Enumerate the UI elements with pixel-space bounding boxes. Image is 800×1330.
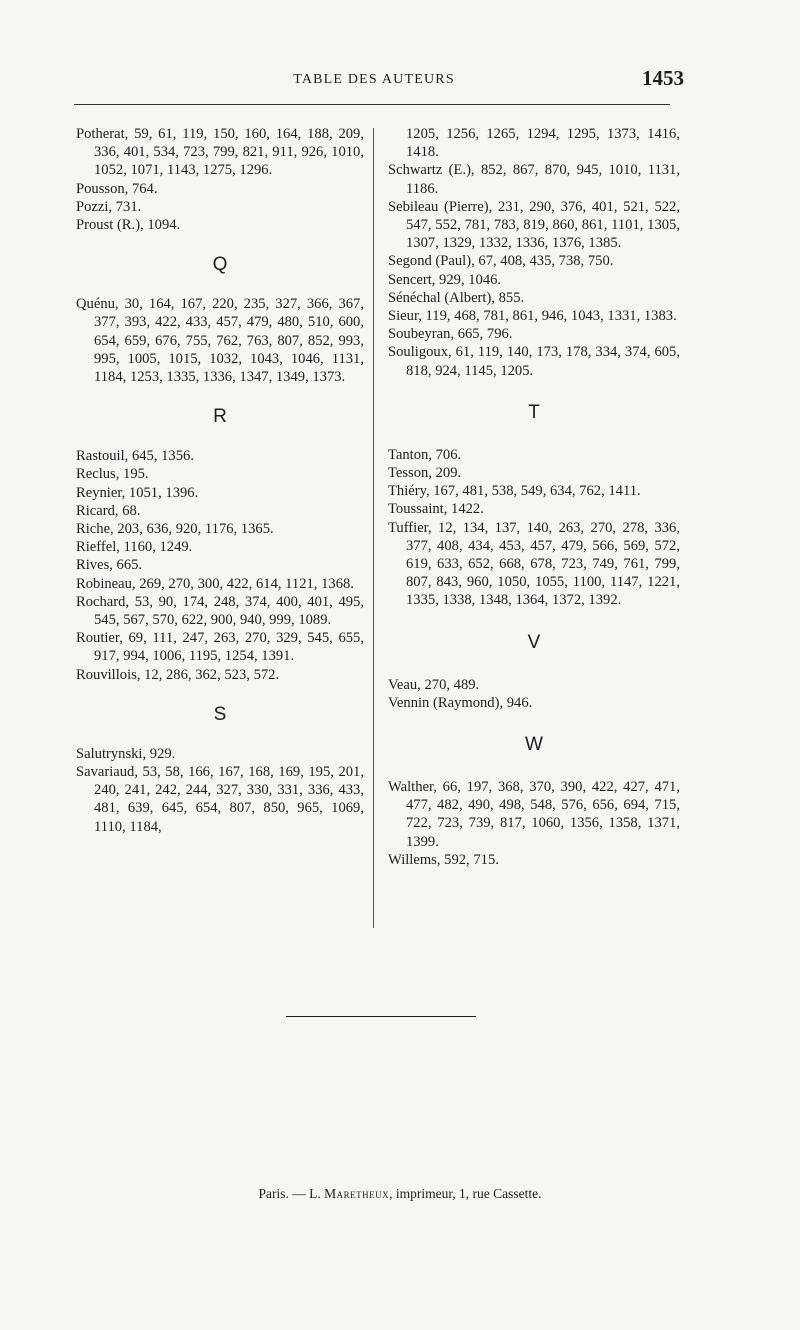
index-entry: Tanton, 706. [388, 446, 462, 463]
index-entry: Savariaud, 53, 58, 166, 167, 168, 169, 195, 201, 240, 241, 242, 244, 327, 330, 331, 336, 433, 481, 639, 645, 654, 807, 850, 965, 1069, 1110, 1184, [76, 764, 364, 835]
index-entry: Souligoux, 61, 119, 140, 173, 178, 334, 374, 605, 818, 924, 1145, 1205. [388, 344, 680, 379]
index-entry: Proust (R.), 1094. [76, 217, 181, 234]
page-number: 1453 [642, 66, 684, 90]
index-entry: Walther, 66, 197, 368, 370, 390, 422, 427, 471, 477, 482, 490, 498, 548, 576, 656, 694, 715, 722, 723, 739, 817, 1060, 1356, 1358, 1371, 1399. [388, 779, 680, 850]
section-letter-w: W [525, 734, 543, 756]
printer-name: Maretheux [324, 1186, 390, 1201]
index-entry: Sénéchal (Albert), 855. [388, 289, 525, 306]
index-entry: Potherat, 59, 61, 119, 150, 160, 164, 188, 209, 336, 401, 534, 723, 799, 821, 911, 926, 1010, 1052, 1071, 1143, 1275, 1296. [76, 126, 364, 179]
index-entry: Sieur, 119, 468, 781, 861, 946, 1043, 1331, 1383. [388, 308, 677, 325]
index-entry: Vennin (Raymond), 946. [388, 694, 533, 711]
index-entry: Ricard, 68. [76, 502, 141, 519]
index-entry: Pozzi, 731. [76, 198, 142, 215]
imprint-suffix: , imprimeur, 1, rue Cassette. [389, 1186, 542, 1201]
index-entry: Rochard, 53, 90, 174, 248, 374, 400, 401, 495, 545, 567, 570, 622, 900, 940, 999, 1089. [76, 593, 364, 629]
section-letter-v: V [527, 631, 541, 653]
footer-rule [286, 1016, 476, 1017]
index-entry: Sencert, 929, 1046. [388, 271, 502, 288]
section-letter-q: Q [212, 254, 228, 276]
index-entry: Routier, 69, 111, 247, 263, 270, 329, 545, 655, 917, 994, 1006, 1195, 1254, 1391. [76, 630, 364, 665]
header-rule [74, 104, 670, 105]
printer-imprint [0, 1186, 800, 1202]
index-entry: Toussaint, 1422. [388, 501, 484, 518]
index-entry: Rastouil, 645, 1356. [76, 448, 194, 465]
index-entry: Tuffier, 12, 134, 137, 140, 263, 270, 278, 336, 377, 408, 434, 453, 457, 479, 566, 569, 572, 619, 633, 652, 668, 678, 723, 749, 761, 799, 807, 843, 960, 1050, 1055, 1100, 1147, 1221, 1335, 1338, 1348, 1364, 1372, 1392. [388, 519, 680, 609]
index-entry: Robineau, 269, 270, 300, 422, 614, 1121, 1368. [76, 575, 354, 592]
index-column-right [388, 125, 680, 869]
index-entry: Sebileau (Pierre), 231, 290, 376, 401, 521, 522, 547, 552, 781, 783, 819, 860, 861, 1101, 1305, 1307, 1329, 1332, 1336, 1376, 1385. [388, 198, 680, 252]
index-entry: Rieffel, 1160, 1249. [76, 539, 193, 556]
index-entry: Schwartz (E.), 852, 867, 870, 945, 1010, 1131, 1186. [388, 162, 680, 197]
page-header-title: TABLE DES AUTEURS [293, 72, 455, 87]
index-entry: Reclus, 195. [76, 466, 149, 483]
index-entry: Veau, 270, 489. [388, 676, 480, 693]
index-entry: Thiéry, 167, 481, 538, 549, 634, 762, 1411. [388, 483, 641, 500]
index-entry: Willems, 592, 715. [388, 851, 499, 868]
imprint-prefix: Paris. — L. [258, 1186, 325, 1201]
index-entry: Rouvillois, 12, 286, 362, 523, 572. [76, 666, 280, 683]
index-entry: Reynier, 1051, 1396. [76, 484, 199, 501]
section-letter-t: T [528, 401, 540, 423]
index-entry: Salutrynski, 929. [76, 745, 176, 762]
section-letter-s: S [213, 703, 227, 725]
index-entry: Riche, 203, 636, 920, 1176, 1365. [76, 521, 274, 538]
index-entry: Segond (Paul), 67, 408, 435, 738, 750. [388, 253, 614, 270]
index-entry: Soubeyran, 665, 796. [388, 326, 513, 343]
section-letter-r: R [213, 406, 227, 428]
index-entry: Tesson, 209. [388, 465, 462, 482]
index-entry-continuation: 1205, 1256, 1265, 1294, 1295, 1373, 1416, 1418. [406, 126, 680, 161]
index-entry: Rives, 665. [76, 557, 143, 574]
index-column-left [76, 125, 364, 836]
column-divider [373, 128, 374, 928]
index-entry: Quénu, 30, 164, 167, 220, 235, 327, 366, 367, 377, 393, 422, 433, 457, 479, 480, 510, 600, 654, 659, 676, 755, 762, 763, 807, 852, 993, 995, 1005, 1015, 1032, 1043, 1046, 1131, 1184, 1253, 1335, 1336, 1347, 1349, 1373. [76, 296, 364, 386]
index-entry: Pousson, 764. [76, 180, 158, 197]
